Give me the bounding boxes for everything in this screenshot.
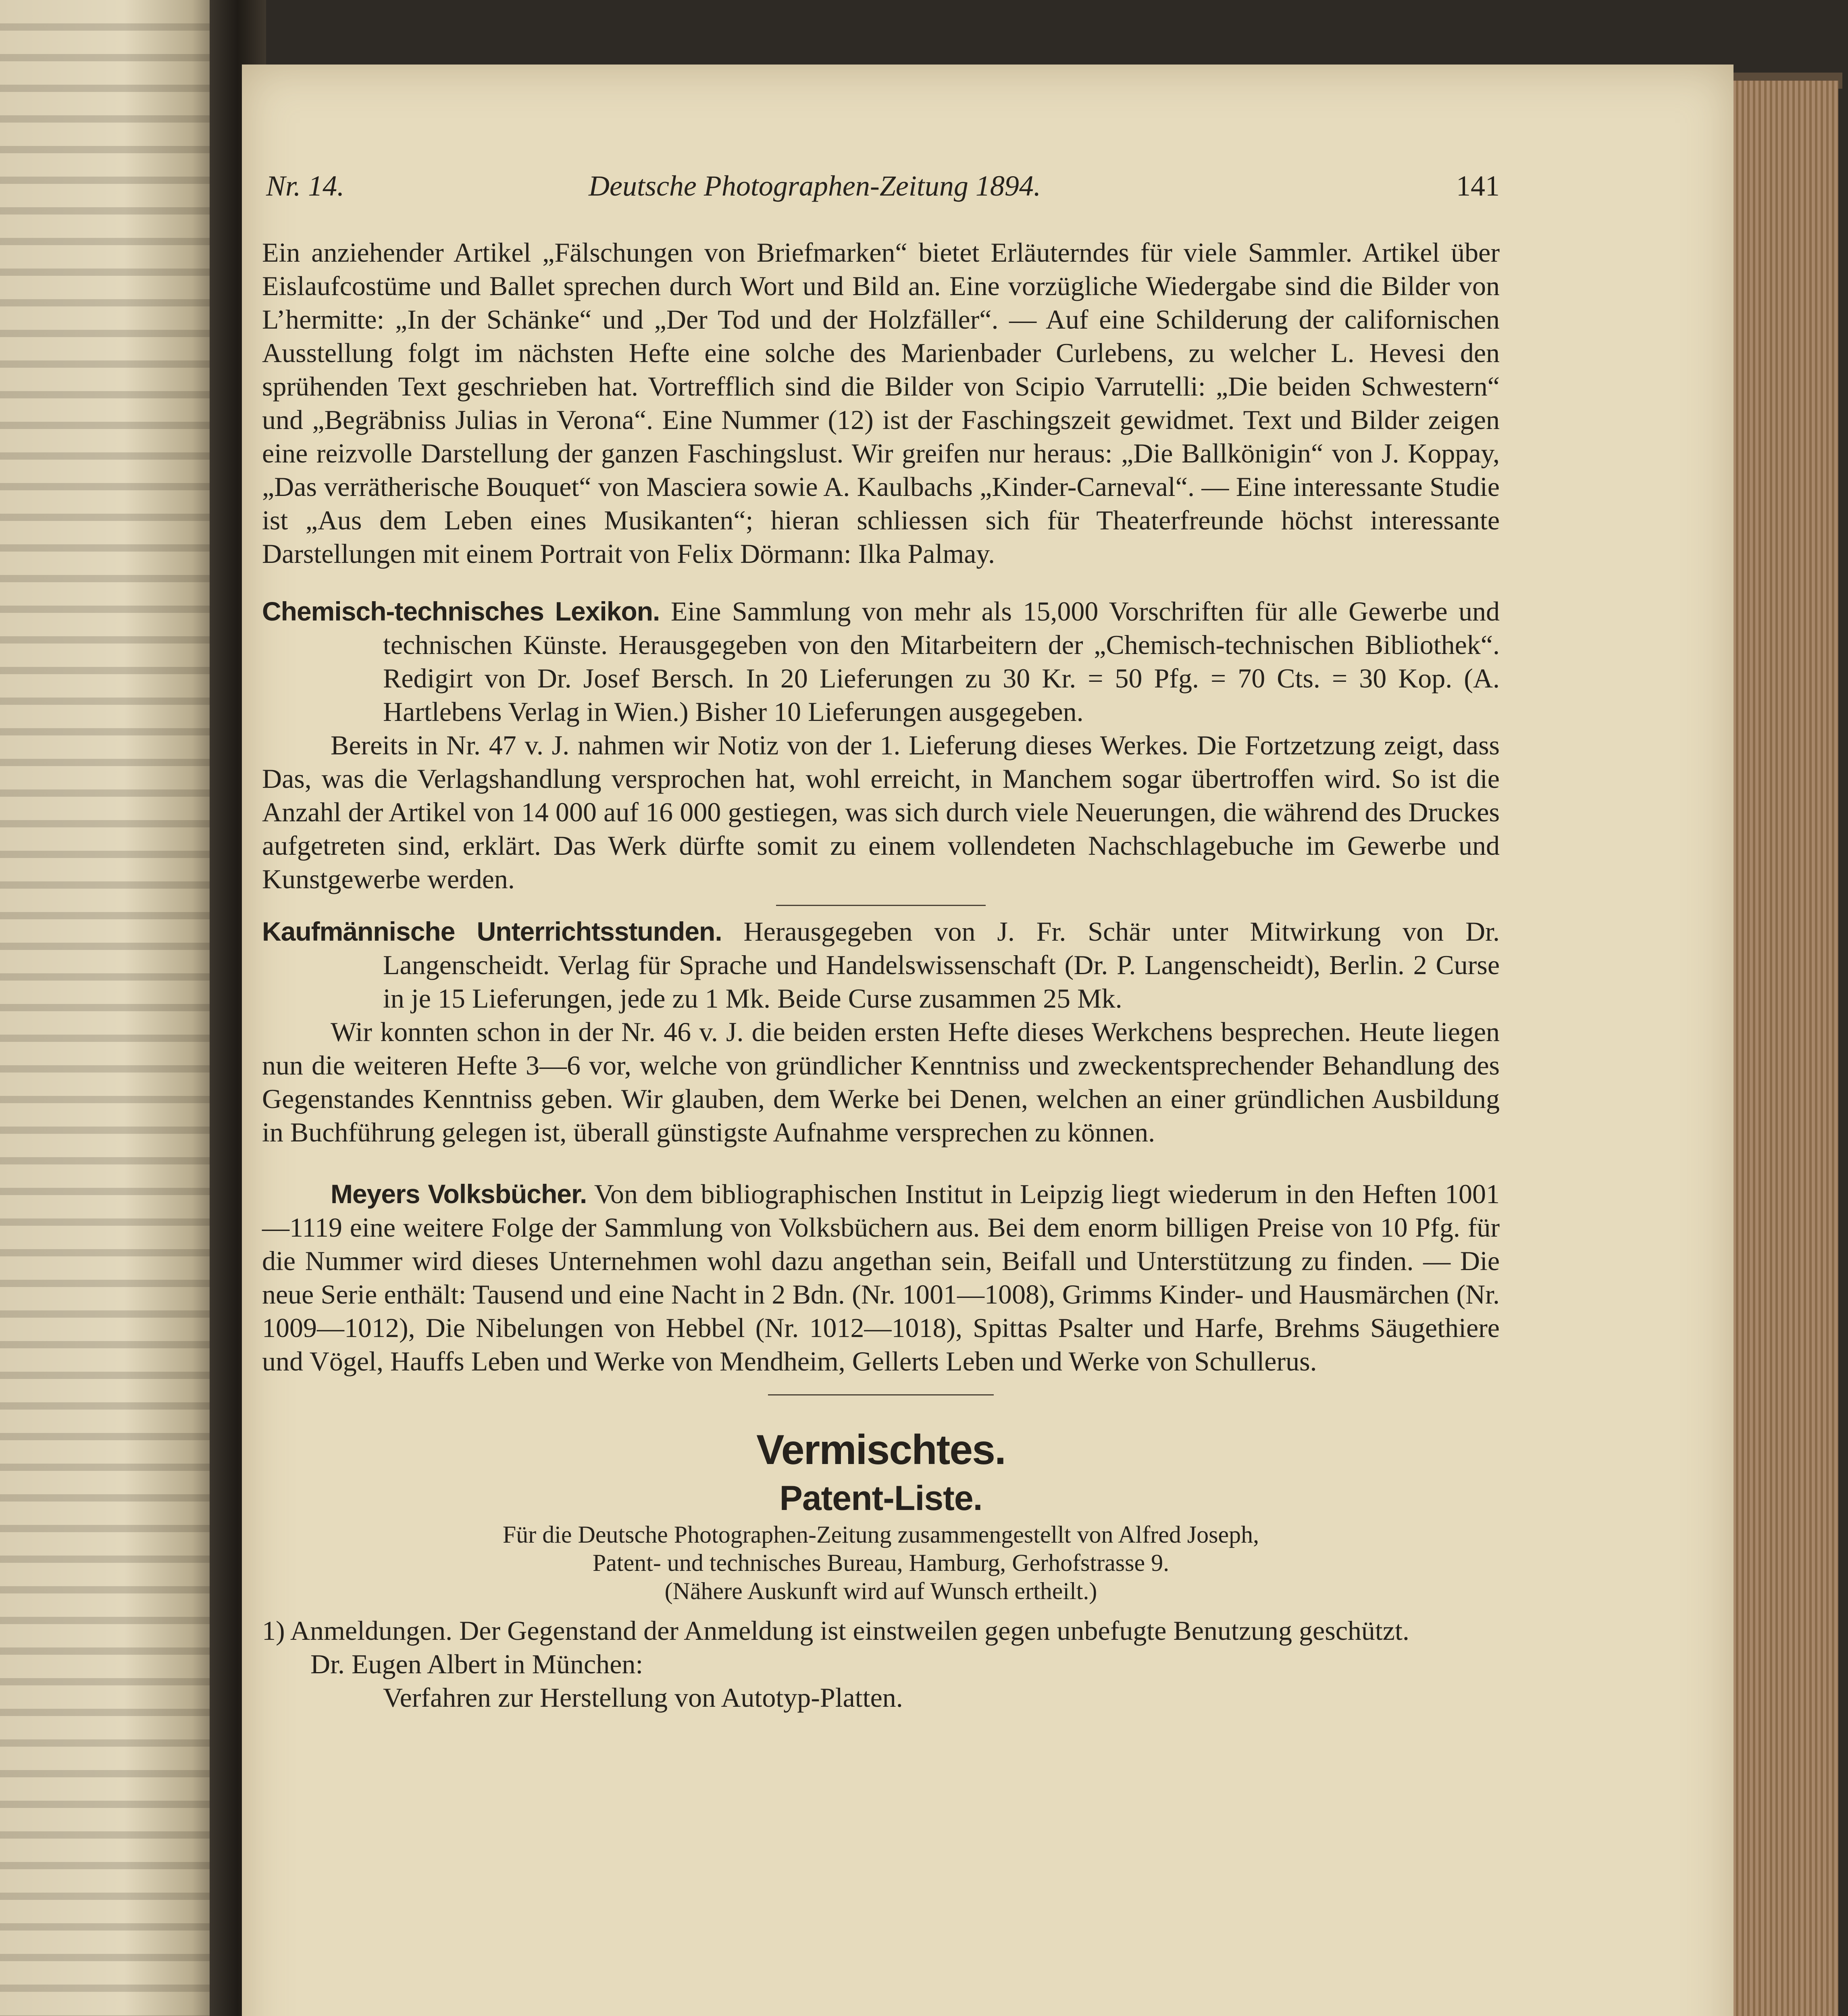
patent-applicant: Dr. Eugen Albert in München: bbox=[310, 1649, 643, 1679]
entry-unterricht-body: Wir konnten schon in der Nr. 46 v. J. die beiden ersten Hefte dieses Werkchens besprechen. Heute liegen nun die weiteren Hefte 3—6 vor, welche von gründlicher Kenntniss und zweckentsprechender Behandlung des Gegenstandes Kenntniss geben. Wir glauben, dem Werke bei Denen, welchen an einer gründlichen Ausbildung in Buchführung gelegen ist, überall günstigste Aufnahme versprechen zu können. bbox=[262, 1016, 1500, 1148]
section-subtitle: Patent-Liste. bbox=[779, 1479, 982, 1518]
page-body bbox=[262, 236, 1500, 1714]
entry-lexikon-heading: Chemisch-technisches Lexikon. bbox=[262, 596, 660, 626]
patent-list-item bbox=[262, 1614, 1500, 1647]
section-title: Vermischtes. bbox=[756, 1427, 1005, 1473]
credit-line-1: Für die Deutsche Photographen-Zeitung zusammengestellt von Alfred Joseph, bbox=[502, 1521, 1259, 1548]
entry-volksbuecher bbox=[262, 1177, 1500, 1378]
patent-item-number: 1) bbox=[262, 1615, 285, 1646]
credit-line-2: Patent- und technisches Bureau, Hamburg, Gerhofstrasse 9. bbox=[592, 1549, 1170, 1576]
page-number: 141 bbox=[1456, 170, 1500, 202]
section-divider-rule bbox=[768, 1394, 994, 1395]
intro-paragraph: Ein anziehender Artikel „Fälschungen von Briefmarken“ bietet Erläuterndes für viele Sammler. Artikel über Eislaufcostüme und Ballet sprechen durch Wort und Bild an. Eine vorzügliche Wiedergabe sind die Bilder von L’hermitte: „In der Schänke“ und „Der Tod und der Holzfäller“. — Auf eine Schilderung der californischen Ausstellung folgt im nächsten Hefte eine solche des Marienbader Curlebens, zu welcher L. Hevesi den sprühenden Text geschrieben hat. Vortrefflich sind die Bilder von Scipio Varrutelli: „Die beiden Schwestern“ und „Begräbniss Julias in Verona“. Eine Nummer (12) ist der Faschingszeit gewidmet. Text und Bilder zeigen eine reizvolle Darstellung der ganzen Faschingslust. Wir greifen nur heraus: „Die Ballkönigin“ von J. Koppay, „Das verrätherische Bouquet“ von Masciera sowie A. Kaulbachs „Kinder-Carneval“. — Eine interessante Studie ist „Aus dem Leben eines Musikanten“; hieran schliessen sich für Theaterfreunde höchst interessante Darstellungen mit einem Portrait von Felix Dörmann: Ilka Palmay. bbox=[262, 237, 1500, 569]
entry-volksbuecher-paragraph bbox=[262, 1177, 1500, 1378]
issue-number: Nr. 14. bbox=[266, 170, 345, 202]
credit-line-3: (Nähere Auskunft wird auf Wunsch ertheilt.) bbox=[664, 1578, 1097, 1604]
entry-lexikon bbox=[262, 595, 1500, 896]
journal-title: Deutsche Photographen-Zeitung 1894. bbox=[589, 170, 1041, 202]
facing-page-text-shadow bbox=[0, 0, 226, 2016]
patent-item-text: Anmeldungen. Der Gegenstand der Anmeldung ist einstweilen gegen unbefugte Benutzung geschützt. bbox=[290, 1615, 1409, 1646]
entry-unterricht-lead-paragraph bbox=[262, 915, 1500, 1015]
running-header bbox=[266, 169, 1500, 210]
facing-page bbox=[0, 0, 226, 2016]
entry-unterricht bbox=[262, 915, 1500, 1149]
entry-unterricht-lead: Herausgegeben von J. Fr. Schär unter Mitwirkung von Dr. Langenscheidt. Verlag für Sprache und Handelswissenschaft (Dr. P. Langenscheidt), Berlin. 2 Curse in je 15 Lieferungen, jede zu 1 Mk. Beide Curse zusammen 25 Mk. bbox=[383, 916, 1500, 1014]
entry-unterricht-heading: Kaufmännische Unterrichtsstunden. bbox=[262, 916, 722, 946]
entry-lexikon-body: Bereits in Nr. 47 v. J. nahmen wir Notiz von der 1. Lieferung dieses Werkes. Die Fortzetzung zeigt, dass Das, was die Verlagshandlung versprochen hat, wohl erreicht, in Manchem sogar übertroffen wird. So ist die Anzahl der Artikel von 14 000 auf 16 000 gestiegen, was sich durch viele Neuerungen, die während des Druckes aufgetreten sind, erklärt. Das Werk dürfte somit zu einem vollendeten Nachschlagebuche im Gewerbe und Kunstgewerbe werden. bbox=[262, 730, 1500, 894]
patent-invention: Verfahren zur Herstellung von Autotyp-Platten. bbox=[383, 1682, 903, 1713]
entry-lexikon-lead-paragraph bbox=[262, 595, 1500, 729]
entry-volksbuecher-heading: Meyers Volksbücher. bbox=[331, 1179, 587, 1209]
entry-lexikon-lead: Eine Sammlung von mehr als 15,000 Vorschriften für alle Gewerbe und technischen Künste. Herausgegeben von den Mitarbeitern der „Chemisch-technischen Bibliothek“. Redigirt von Dr. Josef Bersch. In 20 Lieferungen zu 30 Kr. = 50 Pfg. = 70 Cts. = 30 Kop. (A. Hartlebens Verlag in Wien.) Bisher 10 Lieferungen ausgegeben. bbox=[383, 596, 1500, 727]
divider-rule bbox=[776, 905, 986, 906]
entry-volksbuecher-lead: Von dem bibliographischen Institut in Leipzig liegt wiederum in den Heften 1001—1119 eine weitere Folge der Sammlung von Volksbüchern aus. Bei dem enorm billigen Preise von 10 Pfg. für die Nummer wird dieses Unternehmen wohl dazu angethan sein, Beifall und Unterstützung zu finden. — Die neue Serie enthält: Tausend und eine Nacht in 2 Bdn. (Nr. 1001—1008), Grimms Kinder- und Hausmärchen (Nr. 1009—1012), Die Nibelungen von Hebbel (Nr. 1012—1018), Spittas Psalter und Harfe, Brehms Säugethiere und Vögel, Hauffs Leben und Werke von Mendheim, Gellerts Leben und Werke von Schullerus. bbox=[262, 1179, 1500, 1377]
